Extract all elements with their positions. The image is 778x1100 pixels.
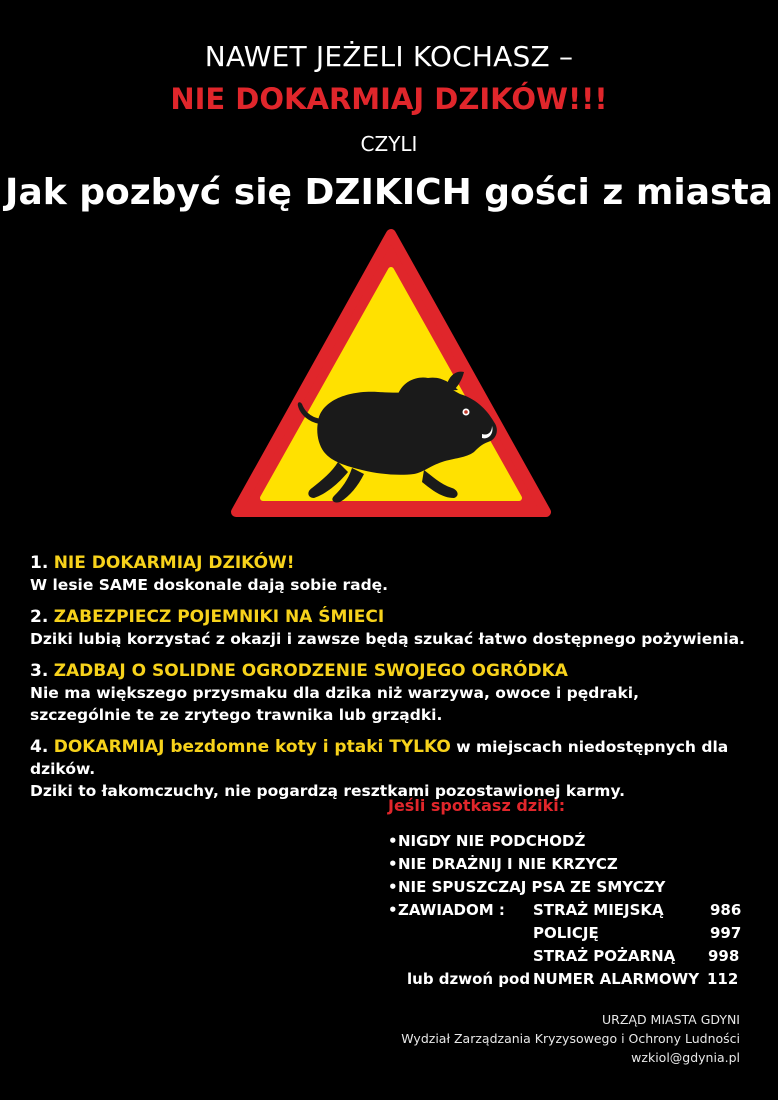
tip-number: 1. [30, 553, 49, 573]
list-item-text: NIE DRAŻNIJ I NIE KRZYCZ [398, 855, 618, 873]
tip-title: DOKARMIAJ bezdomne koty i ptaki TYLKO [53, 737, 451, 757]
header-line-1: NAWET JEŻELI KOCHASZ – [204, 40, 574, 73]
tip-2 [30, 606, 770, 650]
page-title: Jak pozbyć się DZIKICH gości z miasta [5, 172, 773, 213]
tip-body: W lesie SAME doskonale dają sobie radę. [30, 576, 389, 594]
tip-3 [30, 660, 730, 726]
tip-title: NIE DOKARMIAJ DZIKÓW! [53, 553, 295, 573]
tip-title-rest: w miejscach niedostępnych dla dzików. [30, 738, 729, 778]
list-item: •ZAWIADOM : [388, 901, 505, 919]
tip-body: Dziki to łakomczuchy, nie pogardzą resztkami pozostawionej karmy. [30, 782, 626, 800]
list-item: •NIE DRAŻNIJ I NIE KRZYCZ [388, 855, 618, 873]
contact-number: 986 [710, 901, 742, 919]
header-connector: CZYLI [360, 132, 418, 156]
header-warning-title: NIE DOKARMIAJ DZIKÓW!!! [170, 82, 608, 116]
tip-body: Nie ma większego przysmaku dla dzika niż warzywa, owoce i pędraki, szczególnie te ze zrytego trawnika lub grządki. [30, 684, 639, 724]
tip-1 [30, 552, 770, 596]
footer-email: wzkiol@gdynia.pl [631, 1050, 740, 1065]
list-item: •NIGDY NIE PODCHODŹ [388, 832, 586, 850]
alarm-prefix: lub dzwoń pod [407, 970, 531, 988]
tip-title: ZADBAJ O SOLIDNE OGRODZENIE SWOJEGO OGRÓDKA [53, 661, 568, 681]
contact-number: 998 [708, 947, 740, 965]
list-item-text: NIGDY NIE PODCHODŹ [398, 832, 586, 850]
list-item-text: NIE SPUSZCZAJ PSA ZE SMYCZY [398, 878, 666, 896]
contact-name: STRAŻ POŻARNĄ [533, 947, 676, 965]
footer-office: URZĄD MIASTA GDYNI [602, 1012, 740, 1027]
contact-number: 997 [710, 924, 742, 942]
contact-name: POLICJĘ [533, 924, 599, 942]
tip-number: 3. [30, 661, 49, 681]
alarm-number: 112 [707, 970, 739, 988]
notify-label: ZAWIADOM : [398, 901, 505, 919]
tip-number: 2. [30, 607, 49, 627]
tip-4 [30, 736, 770, 802]
footer-department: Wydział Zarządzania Kryzysowego i Ochrony Ludności [401, 1031, 740, 1046]
wild-boar-warning-sign-icon [228, 226, 554, 522]
encounter-title: Jeśli spotkasz dziki: [388, 796, 566, 815]
tip-number: 4. [30, 737, 49, 757]
tip-title: ZABEZPIECZ POJEMNIKI NA ŚMIECI [53, 607, 385, 627]
contact-name: STRAŻ MIEJSKĄ [533, 901, 664, 919]
list-item: •NIE SPUSZCZAJ PSA ZE SMYCZY [388, 878, 666, 896]
alarm-name: NUMER ALARMOWY [533, 970, 700, 988]
tip-body: Dziki lubią korzystać z okazji i zawsze będą szukać łatwo dostępnego pożywienia. [30, 630, 745, 648]
